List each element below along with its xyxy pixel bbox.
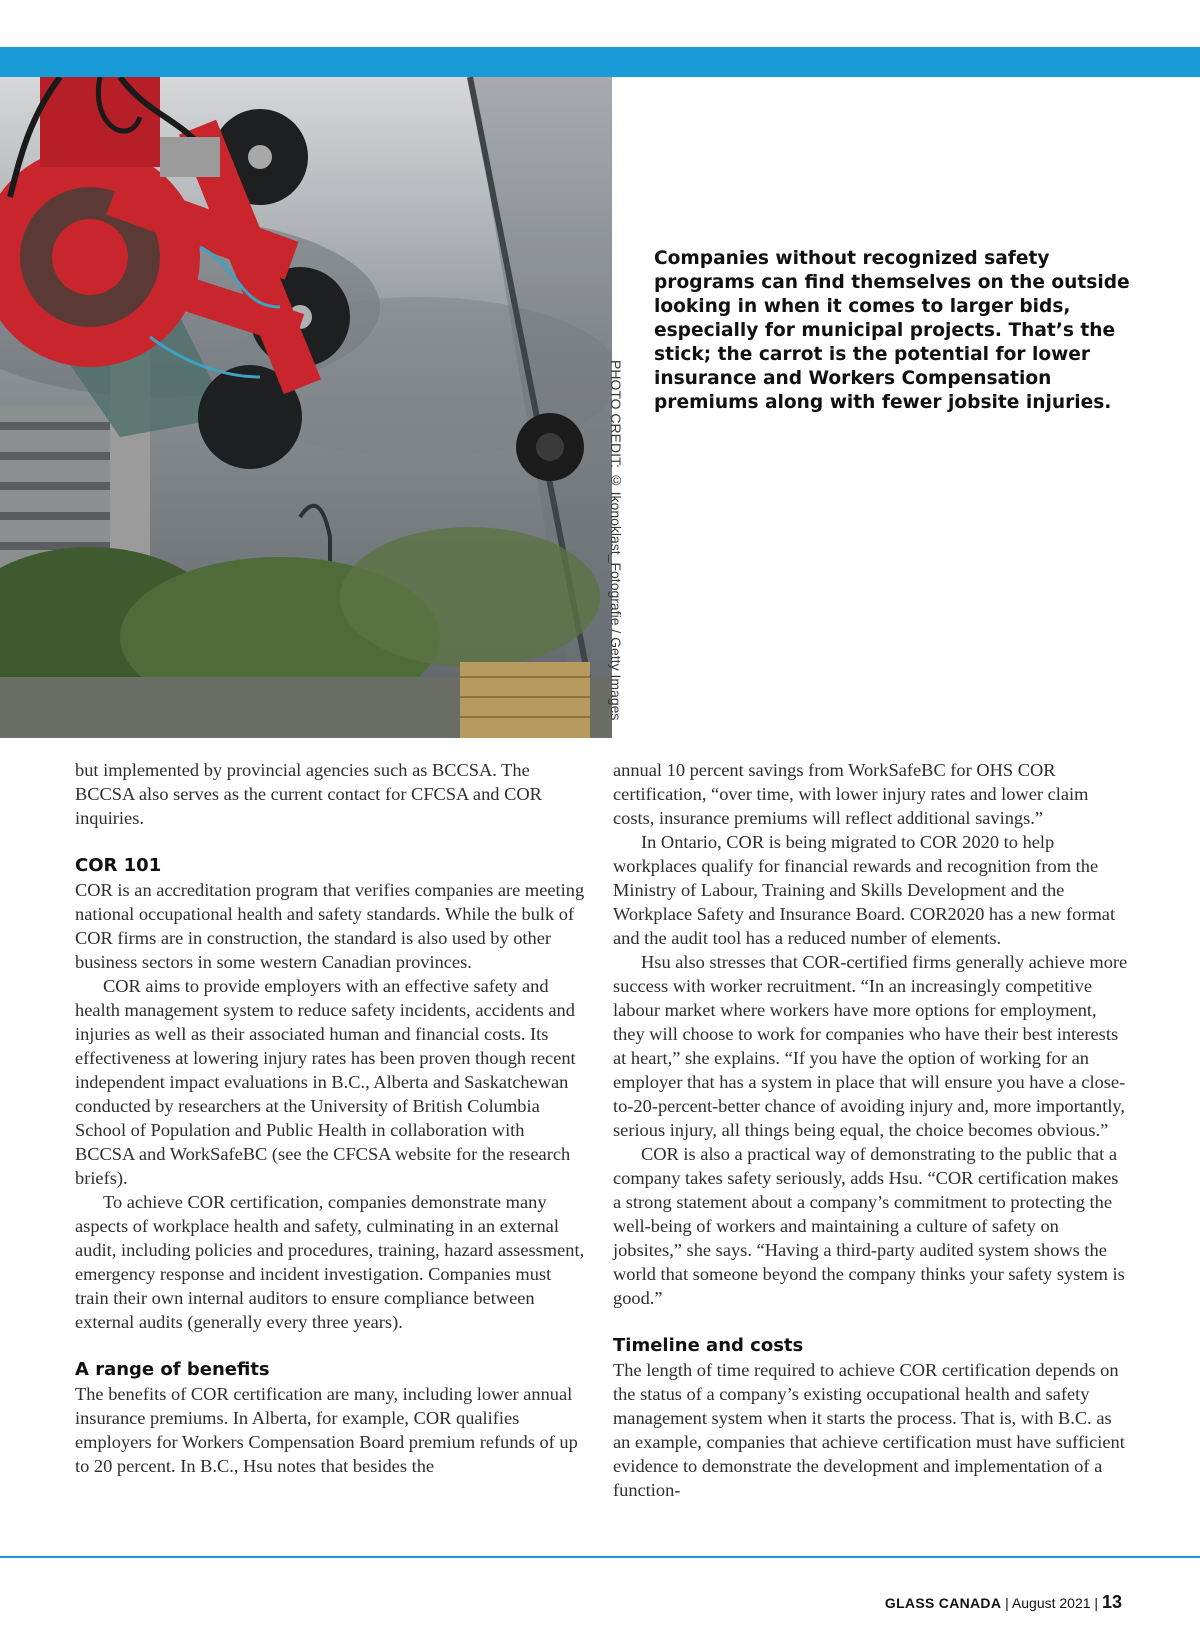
body-paragraph: In Ontario, COR is being migrated to COR 2020 to help workplaces qualify for financial rewards and recognition from the Ministry of Labour, Training and Skills Development and the Workplace Safety and Insurance Board. COR2020 has a new format and the audit tool has a reduced number of elements.	[613, 832, 1116, 948]
right-column	[613, 758, 1128, 1502]
photo-credit: PHOTO CREDIT: © Ikonoklast_Fotografie / Getty Images	[608, 360, 624, 721]
top-accent-bar	[0, 47, 1200, 77]
section-heading-timeline-and-costs: Timeline and costs	[613, 1335, 804, 1356]
pull-quote-text: Companies without recognized safety programs can find themselves on the outside looking in when it comes to larger bids, especially for municipal projects. That’s the stick; the carrot is the potential for lower insurance and Workers Compensation premiums along with fewer jobsite injuries.	[654, 248, 1130, 413]
body-paragraph: COR aims to provide employers with an effective safety and health management system to reduce safety incidents, accidents and injuries as well as their associated human and financial costs. Its effectiveness at lowering injury rates has been proven though recent independent impact evaluations in B.C., Alberta and Saskatchewan conducted by researchers at the University of British Columbia School of Population and Public Health in collaboration with BCCSA and WorkSafeBC (see the CFCSA website for the research briefs).	[75, 976, 576, 1188]
page-footer	[885, 1590, 1122, 1614]
body-paragraph: COR is an accreditation program that verifies companies are meeting national occupational health and safety standards. While the bulk of COR firms are in construction, the standard is also used by other business sectors in some western Canadian provinces.	[75, 880, 585, 972]
section-heading-cor-101: COR 101	[75, 855, 162, 876]
body-paragraph: annual 10 percent savings from WorkSafeBC for OHS COR certification, “over time, with lower injury rates and lower claim costs, insurance premiums will reflect additional savings.”	[613, 760, 1089, 828]
body-paragraph: Hsu also stresses that COR-certified firms generally achieve more success with worker recruitment. “In an increasingly competitive labour market where workers have more options for employment, they will choose to work for companies who have their best interests at heart,” she explains. “If you have the option of working for an employer that has a system in place that will ensure you have a close-to-20-percent-better chance of avoiding injury and, more importantly, serious injury, all things being equal, the choice becomes obvious.”	[613, 952, 1128, 1140]
body-paragraph: The length of time required to achieve COR certification depends on the status of a company’s existing occupational health and safety management system when it starts the process. That is, with B.C. as an example, companies that achieve certification must have sufficient evidence to demonstrate the development and implementation of a function-	[613, 1360, 1125, 1500]
body-paragraph: The benefits of COR certification are many, including lower annual insurance premiums. In Alberta, for example, COR qualifies employers for Workers Compensation Board premium refunds of up to 20 percent. In B.C., Hsu notes that besides the	[75, 1384, 578, 1476]
pull-quote	[654, 247, 1134, 415]
issue-date: August 2021	[1011, 1595, 1091, 1611]
body-paragraph: but implemented by provincial agencies such as BCCSA. The BCCSA also serves as the current contact for CFCSA and COR inquiries.	[75, 760, 542, 828]
body-paragraph: COR is also a practical way of demonstrating to the public that a company takes safety seriously, adds Hsu. “COR certification makes a strong statement about a company’s commitment to protecting the well-being of workers and maintaining a culture of safety on jobsites,” she says. “Having a third-party audited system shows the world that someone beyond the company thinks your safety system is good.”	[613, 1144, 1125, 1308]
body-paragraph: To achieve COR certification, companies demonstrate many aspects of workplace health and safety, culminating in an external audit, including policies and procedures, training, hazard assessment, emergency response and incident investigation. Companies must train their own internal auditors to ensure compliance between external audits (generally every three years).	[75, 1192, 585, 1332]
footer-separator: |	[1090, 1595, 1102, 1611]
magazine-name: GLASS CANADA	[884, 1595, 1002, 1611]
left-column	[75, 758, 587, 1478]
page-number: 13	[1101, 1592, 1122, 1612]
footer-rule	[0, 1556, 1200, 1558]
footer-separator: |	[1001, 1595, 1012, 1611]
article-photo	[0, 77, 612, 738]
section-heading-range-of-benefits: A range of benefits	[75, 1359, 270, 1380]
